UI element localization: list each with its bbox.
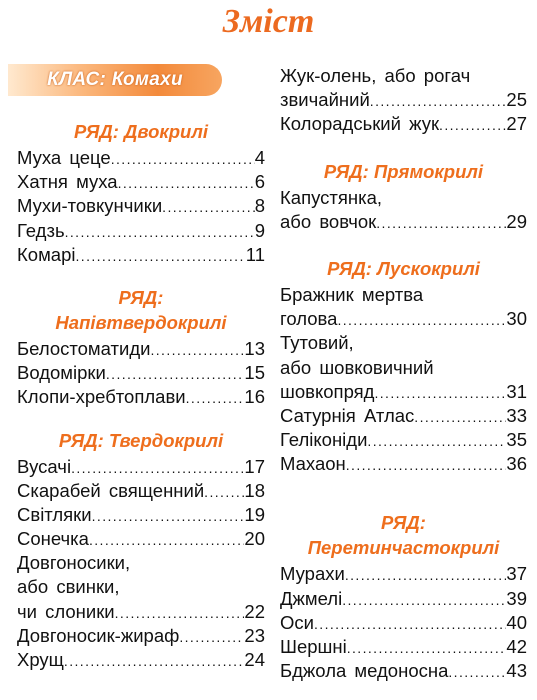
- toc-page-number: 15: [244, 362, 265, 384]
- toc-page-number: 35: [506, 429, 527, 451]
- toc-entry-label: звичайний: [280, 89, 370, 111]
- toc-left-column: [17, 64, 265, 672]
- toc-page-number: 17: [244, 455, 265, 477]
- toc-entry-label: Колорадський жук: [280, 113, 440, 135]
- toc-entry[interactable]: [280, 380, 527, 404]
- toc-page-number: 6: [254, 171, 265, 193]
- class-banner: [8, 64, 222, 96]
- toc-entry-line: або свинки,: [17, 576, 120, 598]
- toc-entry[interactable]: [280, 88, 527, 112]
- toc-entry[interactable]: [17, 648, 265, 672]
- toc-page-number: 42: [506, 636, 527, 657]
- order-heading: РЯД: Твердокрилі: [58, 429, 224, 451]
- toc-entry-line: Капустянка,: [280, 186, 383, 208]
- toc-entry[interactable]: [280, 562, 527, 586]
- toc-entry-label: або вовчок: [280, 210, 377, 232]
- toc-entry-label: Джмелі: [280, 587, 343, 609]
- order-heading: Перетинчастокрилі: [307, 537, 500, 559]
- toc-page-number: 29: [506, 210, 527, 232]
- class-banner-label: КЛАС: Комахи: [47, 69, 183, 90]
- dot-leader: [118, 171, 255, 195]
- toc-page-number: 33: [506, 404, 527, 426]
- toc-page-number: 39: [506, 587, 527, 609]
- dot-leader: [65, 220, 255, 244]
- toc-entry-line: Бражник мертва: [280, 283, 424, 305]
- toc-entry-label: Хрущ: [17, 649, 64, 670]
- toc-entry-line: Жук-олень, або рогач: [280, 65, 471, 86]
- order-heading: РЯД: Лускокрилі: [327, 257, 480, 279]
- toc-entry-label: шовкопряд: [280, 380, 375, 402]
- toc-entry-label: Махаон: [280, 453, 346, 475]
- toc-entry-label: Мухи-товкунчики: [17, 195, 163, 217]
- toc-entry-label: Мурахи: [280, 563, 345, 585]
- order-heading: РЯД:: [381, 512, 426, 534]
- toc-page-number: 19: [244, 503, 265, 525]
- toc-entry-label: Світляки: [17, 503, 92, 525]
- toc-entry-label: Геліконіди: [280, 429, 368, 451]
- toc-entry-label: Скарабей священний: [17, 479, 205, 501]
- toc-entry-label: Гедзь: [17, 219, 65, 241]
- toc-entry[interactable]: [280, 611, 527, 635]
- dot-leader: [370, 89, 507, 113]
- toc-page-number: 18: [244, 479, 265, 501]
- dot-leader: [162, 195, 255, 219]
- toc-page-number: 23: [244, 624, 265, 646]
- toc-entry-label: Бджола медоносна: [280, 660, 449, 682]
- toc-page-number: 20: [244, 528, 265, 550]
- toc-entry-label: Хатня муха: [17, 171, 118, 193]
- dot-leader: [374, 381, 506, 405]
- toc-entry-label: Белостоматиди: [17, 337, 151, 359]
- dot-leader: [92, 504, 245, 528]
- toc-page-number: 27: [506, 113, 527, 135]
- dot-leader: [342, 588, 506, 612]
- dot-leader: [71, 456, 244, 480]
- toc-entry[interactable]: [17, 219, 265, 243]
- toc-entry[interactable]: [17, 385, 265, 409]
- toc-page-number: 11: [245, 243, 265, 265]
- toc-entry[interactable]: [17, 146, 265, 170]
- dot-leader: [75, 244, 245, 268]
- dot-leader: [106, 362, 245, 386]
- toc-entry[interactable]: [17, 624, 265, 648]
- toc-entry[interactable]: [280, 112, 527, 136]
- toc-page-number: 31: [506, 380, 527, 402]
- dot-leader: [179, 625, 244, 649]
- toc-entry-line: Тутовий,: [280, 332, 354, 354]
- toc-entry[interactable]: [17, 170, 265, 194]
- dot-leader: [346, 453, 507, 477]
- toc-entry-label: Клопи-хребтоплави: [17, 386, 186, 408]
- toc-entry[interactable]: [280, 587, 527, 611]
- toc-entry[interactable]: [280, 307, 527, 331]
- toc-entry[interactable]: [17, 243, 265, 267]
- toc-page-number: 4: [254, 147, 265, 168]
- dot-leader: [439, 113, 506, 137]
- toc-entry[interactable]: [280, 404, 527, 428]
- toc-entry-label: чи слоники: [17, 600, 115, 622]
- toc-entry[interactable]: [280, 210, 527, 234]
- toc-page-number: 13: [244, 337, 265, 359]
- toc-entry-label: Вусачі: [17, 455, 72, 477]
- toc-right-column: [280, 64, 527, 683]
- dot-leader: [89, 528, 244, 552]
- toc-entry[interactable]: [17, 361, 265, 385]
- toc-page-number: 40: [506, 611, 527, 633]
- toc-page-number: 9: [254, 219, 265, 241]
- dot-leader: [204, 480, 244, 504]
- toc-entry-label: Муха цеце: [17, 147, 111, 168]
- order-heading: РЯД: Двокрилі: [73, 121, 209, 142]
- dot-leader: [414, 405, 506, 429]
- toc-entry[interactable]: [280, 635, 527, 659]
- toc-entry[interactable]: [17, 479, 265, 503]
- toc-entry[interactable]: [280, 452, 527, 476]
- dot-leader: [150, 338, 244, 362]
- toc-page-number: 43: [506, 660, 527, 682]
- toc-entry[interactable]: [17, 337, 265, 361]
- toc-entry-label: Сатурнія Атлас: [280, 404, 415, 426]
- dot-leader: [337, 308, 506, 332]
- dot-leader: [111, 147, 255, 171]
- order-heading: РЯД: Прямокрилі: [323, 160, 484, 182]
- toc-page-number: 30: [506, 308, 527, 330]
- toc-page-number: 8: [254, 195, 265, 217]
- toc-entry[interactable]: [17, 455, 265, 479]
- order-heading: РЯД:: [118, 286, 164, 308]
- toc-entry[interactable]: [17, 194, 265, 218]
- dot-leader: [186, 386, 245, 410]
- toc-entry[interactable]: [280, 659, 527, 683]
- toc-entry-label: Оси: [280, 611, 314, 633]
- toc-page-number: 24: [244, 649, 265, 670]
- toc-entry-label: Сонечка: [17, 528, 89, 550]
- dot-leader: [314, 612, 506, 636]
- toc-entry-label: Шершні: [280, 636, 347, 657]
- dot-leader: [367, 429, 506, 453]
- toc-entry-label: голова: [280, 308, 338, 330]
- dot-leader: [345, 563, 507, 587]
- toc-page-number: 37: [506, 563, 527, 585]
- toc-entry-label: Комарі: [17, 243, 76, 265]
- toc-page-number: 25: [506, 89, 527, 111]
- toc-page-number: 16: [244, 386, 265, 408]
- toc-entry-line: або шовковичний: [280, 356, 434, 378]
- toc-entry-label: Водомірки: [17, 362, 106, 384]
- toc-entry[interactable]: [17, 527, 265, 551]
- page-title: Зміст: [222, 3, 315, 40]
- toc-entry[interactable]: [17, 600, 265, 624]
- toc-entry[interactable]: [17, 503, 265, 527]
- dot-leader: [376, 211, 506, 235]
- dot-leader: [115, 601, 245, 625]
- toc-entry-line: Довгоносики,: [17, 552, 131, 574]
- toc-entry-label: Довгоносик-жираф: [17, 624, 180, 646]
- toc-entry[interactable]: [280, 428, 527, 452]
- dot-leader: [64, 649, 245, 673]
- order-heading: Напівтвердокрилі: [55, 311, 227, 333]
- dot-leader: [448, 660, 506, 684]
- toc-page-number: 36: [506, 453, 527, 475]
- toc-page-number: 22: [244, 600, 265, 622]
- dot-leader: [347, 636, 507, 660]
